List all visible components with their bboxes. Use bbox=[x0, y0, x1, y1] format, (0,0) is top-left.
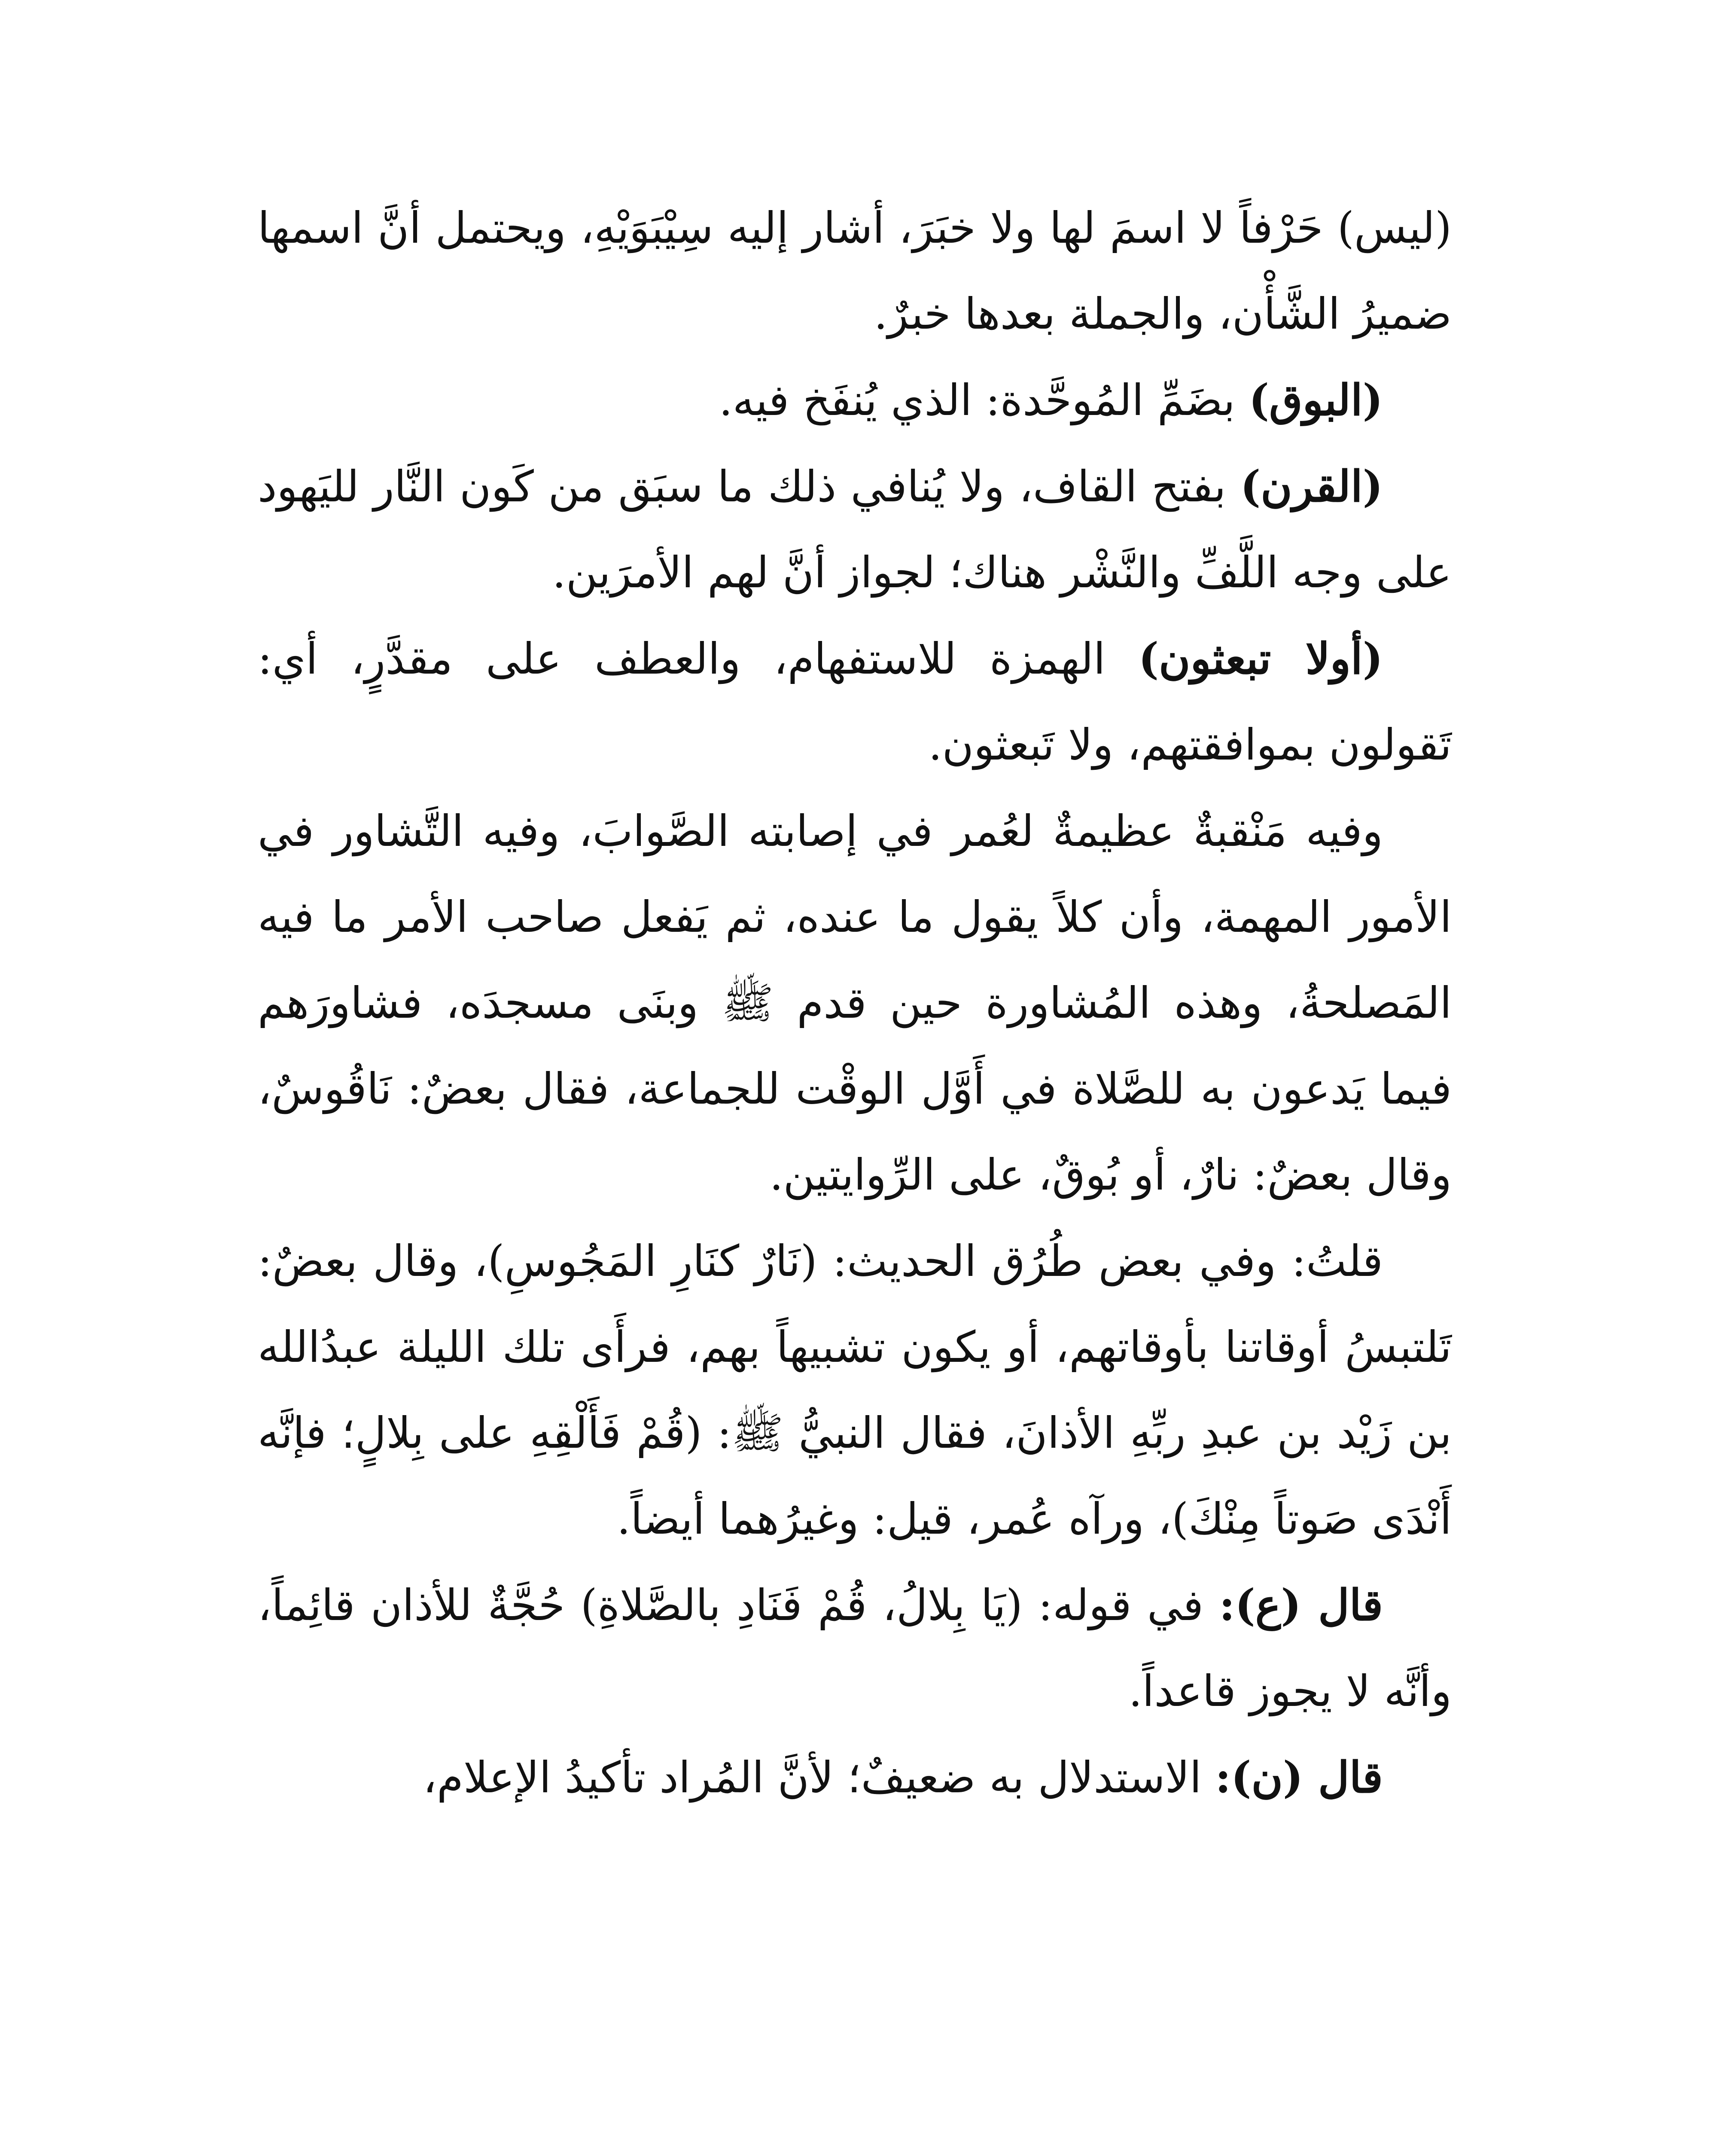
paragraph-text: بفتح القاف، ولا يُنافي ذلك ما سبَق من كَون النَّار لليَهود على وجه اللَّفِّ والنَّشْر هناك؛ لجواز أنَّ لهم الأمرَين. bbox=[258, 461, 1452, 598]
paragraph-text: وفيه مَنْقبةٌ عظيمةٌ لعُمر في إصابته الصَّوابَ، وفيه التَّشاور في الأمور المهمة، وأن كلاً يقول ما عنده، ثم يَفعل صاحب الأمر ما فيه المَصلحةُ، وهذه المُشاورة حين قدم ﷺ وبنَى مسجدَه، فشاورَهم فيما يَدعون به للصَّلاة في أَوَّل الوقْت للجماعة، فقال بعضٌ: نَاقُوسٌ، وقال بعضٌ: نارٌ، أو بُوقٌ، على الرِّوايتين. bbox=[258, 806, 1452, 1200]
paragraph-2 bbox=[258, 357, 1452, 443]
body-text bbox=[258, 185, 1452, 1821]
paragraph-8 bbox=[258, 1734, 1452, 1821]
paragraph-5 bbox=[258, 788, 1452, 1218]
paragraph-lead: قال (ن): bbox=[1215, 1752, 1383, 1803]
paragraph-6 bbox=[258, 1218, 1452, 1562]
paragraph-text: الاستدلال به ضعيفٌ؛ لأنَّ المُراد تأكيدُ الإعلام، bbox=[423, 1752, 1215, 1803]
paragraph-4 bbox=[258, 616, 1452, 788]
paragraph-text: بضَمِّ المُوحَّدة: الذي يُنفَخ فيه. bbox=[719, 375, 1249, 425]
paragraph-text: قلتُ: وفي بعض طُرُق الحديث: (نَارٌ كنَارِ المَجُوسِ)، وقال بعضٌ: تَلتبسُ أوقاتنا بأوقاتهم، أو يكون تشبيهاً بهم، فرأَى تلك الليلة عبدُالله بن زَيْد بن عبدِ ربِّهِ الأذانَ، فقال النبيُّ ﷺ: (قُمْ فَأَلْقِهِ على بِلالٍ؛ فإنَّه أَنْدَى صَوتاً مِنْكَ)، ورآه عُمر، قيل: وغيرُهما أيضاً. bbox=[258, 1236, 1452, 1544]
paragraph-lead: (القرن) bbox=[1240, 461, 1383, 512]
paragraph-lead: (البوق) bbox=[1249, 375, 1383, 425]
paragraph-text: الهمزة للاستفهام، والعطف على مقدَّرٍ، أي: تَقولون بموافقتهم، ولا تَبعثون. bbox=[258, 634, 1452, 770]
paragraph-text: (ليس) حَرْفاً لا اسمَ لها ولا خبَرَ، أشار إليه سِيْبَوَيْهِ، ويحتمل أنَّ اسمها ضميرُ الشَّأْن، والجملة بعدها خبرٌ. bbox=[258, 203, 1452, 339]
paragraph-1 bbox=[258, 185, 1452, 357]
paragraph-lead: (أولا تبعثون) bbox=[1138, 633, 1383, 684]
paragraph-7 bbox=[258, 1562, 1452, 1734]
paragraph-text: في قوله: (يَا بِلالُ، قُمْ فَنَادِ بالصَّلاةِ) حُجَّةٌ للأذان قائِماً، وأنَّه لا يجوز قاعداً. bbox=[258, 1580, 1452, 1716]
paragraph-lead: قال (ع): bbox=[1219, 1580, 1383, 1630]
paragraph-3 bbox=[258, 443, 1452, 616]
